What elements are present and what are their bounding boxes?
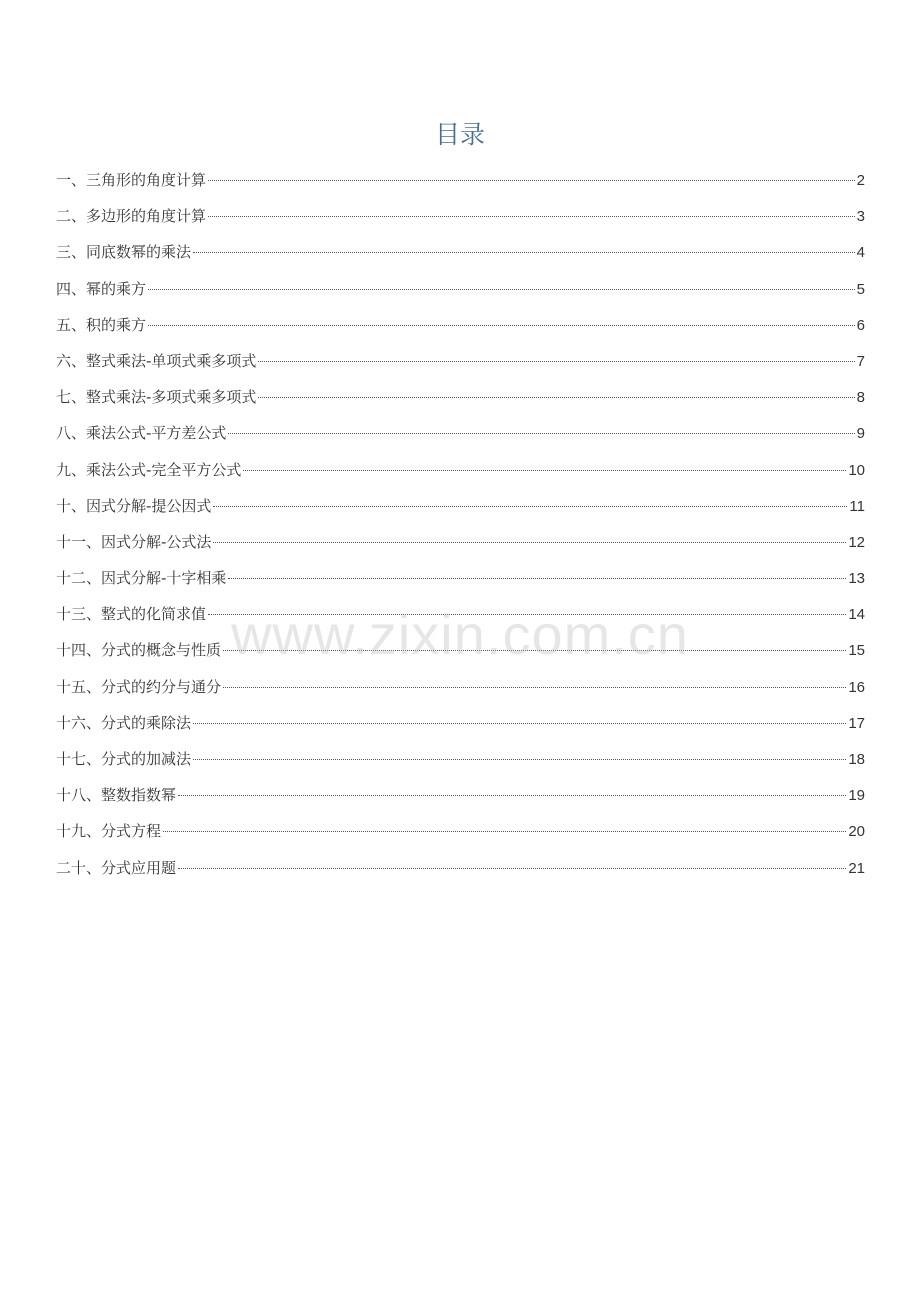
toc-entry[interactable] [56,669,865,705]
toc-entry-page: 6 [856,316,865,334]
toc-leader-dots [243,470,846,471]
toc-entry[interactable] [56,777,865,813]
toc-entry-page: 5 [856,280,865,298]
toc-entry[interactable] [56,379,865,415]
toc-entry[interactable] [56,705,865,741]
toc-entry-page: 3 [856,208,865,226]
toc-entry-label: 十、因式分解-提公因式 [56,496,212,515]
toc-entry-page: 13 [848,570,865,588]
toc-leader-dots [148,289,855,290]
toc-leader-dots [193,759,846,760]
toc-entry[interactable] [56,524,865,560]
toc-entry-page: 18 [848,751,865,768]
toc-entry-label: 五、积的乘方 [56,315,147,334]
toc-leader-dots [208,180,855,181]
toc-entry[interactable] [56,415,865,451]
toc-leader-dots [228,578,846,579]
toc-entry-label: 一、三角形的角度计算 [56,171,207,189]
toc-entry[interactable] [56,271,865,307]
toc-leader-dots [223,650,846,651]
toc-entry-label: 六、整式乘法-单项式乘多项式 [56,351,257,370]
toc-leader-dots [193,252,855,253]
toc-entry-label: 二、多边形的角度计算 [56,207,207,226]
toc-entry-label: 八、乘法公式-平方差公式 [56,424,227,443]
toc-entry-label: 七、整式乘法-多项式乘多项式 [56,388,257,407]
toc-entry-label: 十七、分式的加减法 [56,750,192,768]
toc-entry-label: 十五、分式的约分与通分 [56,677,222,696]
toc-leader-dots [213,506,847,507]
toc-entry-label: 十一、因式分解-公式法 [56,532,212,551]
toc-entry-page: 4 [856,244,865,262]
toc-entry[interactable] [56,307,865,343]
toc-entry-page: 19 [848,787,865,805]
toc-entry[interactable] [56,343,865,379]
toc-entry[interactable] [56,813,865,849]
toc-entry-page: 11 [849,497,865,515]
page-title: 目录 [434,120,485,149]
toc-entry-page: 20 [848,823,865,841]
watermark: www.zixin.com.cn [231,603,689,666]
toc-leader-dots [148,325,855,326]
toc-entry-label: 十二、因式分解-十字相乘 [56,569,227,588]
toc-entry-page: 2 [856,172,865,189]
toc-entry-page: 8 [856,389,865,407]
toc-entry-label: 十三、整式的化简求值 [56,605,207,624]
toc-leader-dots [208,216,855,217]
toc-entry[interactable] [56,452,865,488]
toc-entry[interactable] [56,488,865,524]
toc-entry-label: 三、同底数幂的乘法 [56,243,192,262]
toc-entry-page: 12 [848,533,865,551]
toc-leader-dots [178,795,846,796]
toc-entry-page: 14 [848,606,865,624]
toc-entry[interactable] [56,850,865,886]
toc-entry[interactable] [56,234,865,270]
toc-entry[interactable] [56,741,865,777]
toc-leader-dots [258,397,854,398]
toc-entry[interactable] [56,162,865,198]
toc-entry[interactable] [56,198,865,234]
toc-entry-label: 二十、分式应用题 [56,858,177,877]
toc-entry-page: 7 [856,352,865,370]
toc-leader-dots [223,687,846,688]
toc-leader-dots [228,433,854,434]
table-of-contents [56,162,865,886]
toc-leader-dots [178,868,846,869]
toc-leader-dots [163,831,846,832]
toc-entry-label: 四、幂的乘方 [56,279,147,298]
toc-entry-page: 17 [848,714,865,732]
toc-leader-dots [213,542,846,543]
toc-entry-label: 十六、分式的乘除法 [56,713,192,732]
toc-entry-label: 十四、分式的概念与性质 [56,641,222,660]
toc-entry-label: 十九、分式方程 [56,822,162,841]
toc-entry-label: 九、乘法公式-完全平方公式 [56,460,242,479]
toc-entry[interactable] [56,632,865,668]
toc-entry-page: 16 [848,678,865,696]
toc-entry-page: 21 [848,859,865,877]
toc-entry-label: 十八、整数指数幂 [56,786,177,805]
toc-entry[interactable] [56,596,865,632]
toc-entry-page: 10 [848,461,865,479]
toc-entry[interactable] [56,560,865,596]
toc-leader-dots [208,614,846,615]
toc-entry-page: 9 [856,425,865,443]
toc-leader-dots [193,723,846,724]
toc-leader-dots [258,361,854,362]
toc-entry-page: 15 [848,642,865,660]
